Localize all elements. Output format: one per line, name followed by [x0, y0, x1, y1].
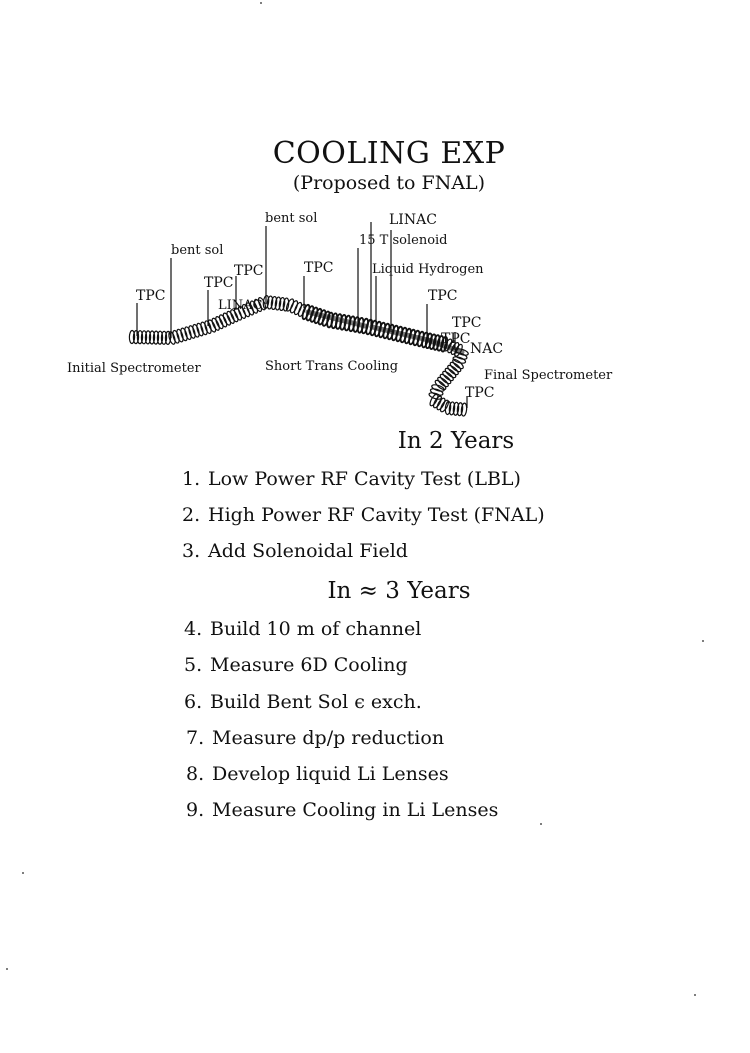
page-subtitle: (Proposed to FNAL) [292, 172, 486, 194]
list-item [186, 799, 498, 821]
list-item-number: 3. [182, 540, 201, 562]
scan-speck [702, 640, 704, 642]
list-item-number: 5. [184, 654, 203, 676]
label-short-trans-cooling: Short Trans Cooling [265, 359, 399, 374]
cooling-channel-diagram [0, 200, 750, 430]
list-item-number: 8. [186, 763, 205, 785]
list-item-number: 7. [186, 727, 205, 749]
label-initial-spectrometer: Initial Spectrometer [67, 361, 201, 376]
list-item-text: Build 10 m of channel [210, 618, 422, 640]
list-item-text: Build Bent Sol ϵ exch. [210, 691, 422, 713]
label-15t-solenoid: 15 T solenoid [359, 233, 448, 248]
coil-ring [196, 323, 205, 337]
label-tpc-5: TPC [428, 288, 458, 304]
label-tpc-1: TPC [136, 288, 166, 304]
list-item [182, 504, 545, 526]
scan-speck [260, 2, 262, 4]
list-item-text: Measure Cooling in Li Lenses [212, 799, 499, 821]
coil-ring [172, 330, 181, 344]
label-linac-1: LINAC [218, 298, 263, 313]
label-bent-sol-1: bent sol [171, 243, 224, 258]
label-bent-sol-2: bent sol [265, 211, 318, 226]
list-item-text: Measure dp/p reduction [212, 727, 445, 749]
label-final-spectrometer: Final Spectrometer [484, 368, 613, 383]
page-title: COOLING EXP [272, 136, 506, 171]
label-tpc-6: TPC [452, 315, 482, 331]
coil-ring [168, 331, 177, 345]
list-item-number: 1. [182, 468, 201, 490]
list-item [184, 654, 408, 676]
label-tpc-2: TPC [204, 275, 234, 291]
section-heading-2-years: In 2 Years [397, 428, 515, 454]
list-item-text: Low Power RF Cavity Test (LBL) [208, 468, 521, 490]
list-item-number: 6. [184, 691, 203, 713]
label-linac-2: LINAC [389, 212, 437, 228]
list-item-number: 9. [186, 799, 205, 821]
coil-ring [192, 324, 201, 338]
coil-ring [188, 325, 197, 339]
coil-ring [461, 403, 467, 416]
list-item-number: 4. [184, 618, 203, 640]
diagram-labels [67, 211, 613, 401]
list-item-number: 2. [182, 504, 201, 526]
label-tpc-3: TPC [234, 263, 264, 279]
coil-ring [184, 326, 193, 340]
scan-speck [6, 968, 8, 970]
label-tpc-8: TPC [465, 385, 495, 401]
list-item [186, 763, 449, 785]
coil-ring [200, 321, 209, 335]
list-item-text: Measure 6D Cooling [210, 654, 408, 676]
list-item-text: Add Solenoidal Field [208, 540, 408, 562]
list-item [186, 727, 444, 749]
list-item [182, 468, 521, 490]
label-liquid-hydrogen: Liquid Hydrogen [372, 262, 484, 277]
scan-speck [540, 823, 542, 825]
list-item-text: High Power RF Cavity Test (FNAL) [208, 504, 545, 526]
section-heading-3-years: In ≈ 3 Years [327, 578, 471, 604]
channel-coils [129, 295, 469, 416]
list-item [184, 618, 421, 640]
label-tpc-4: TPC [304, 260, 334, 276]
label-tpc-7: TPC [441, 331, 471, 347]
list-item [184, 691, 422, 713]
list-item-text: Develop liquid Li Lenses [212, 763, 449, 785]
label-final-linac: NAC [470, 341, 504, 357]
scan-speck [694, 994, 696, 996]
scan-speck [22, 872, 24, 874]
list-item [182, 540, 408, 562]
coil-ring [176, 329, 185, 343]
coil-ring [180, 327, 189, 341]
